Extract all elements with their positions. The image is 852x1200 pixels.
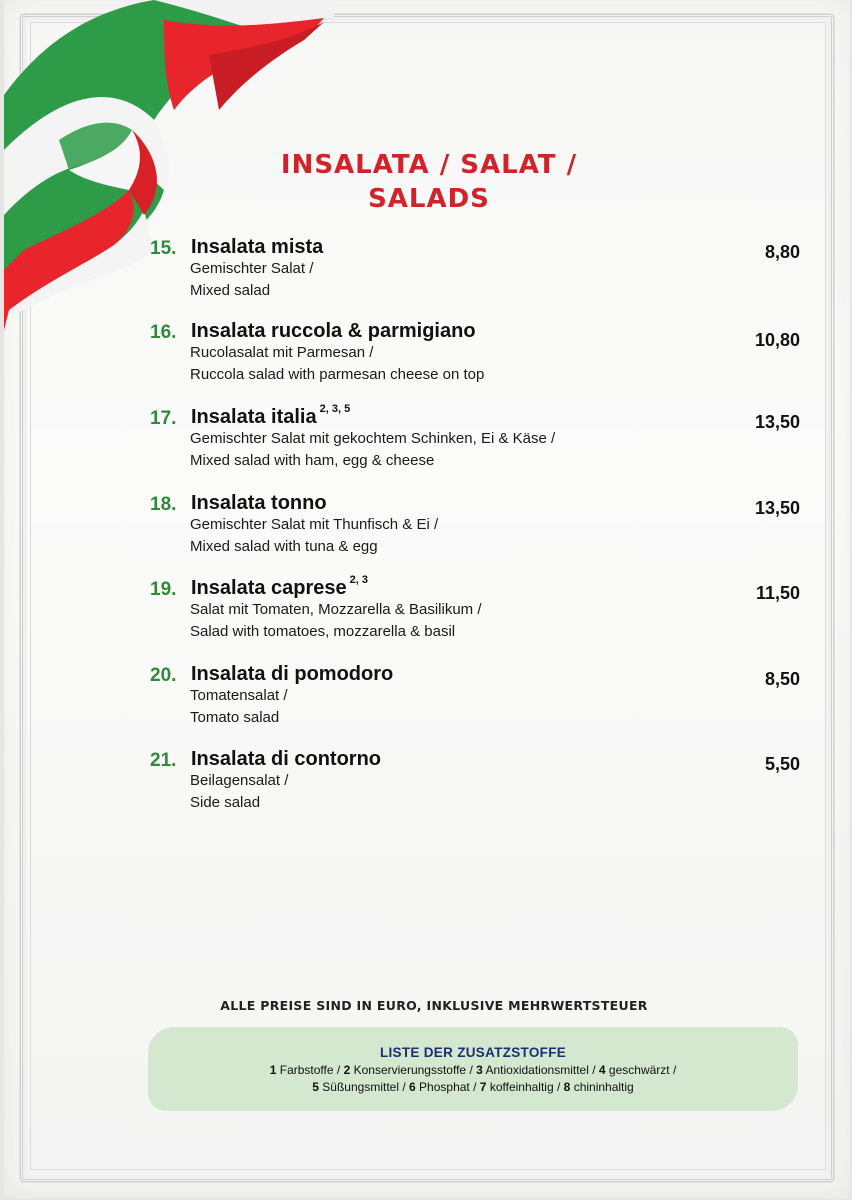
allergen-codes: 2, 3 [349, 574, 369, 587]
item-price: 11,50 [755, 583, 800, 603]
item-description-en: Salad with tomatoes, mozzarella & basil [190, 623, 456, 640]
allergen-codes: 2, 3, 5 [319, 403, 351, 416]
item-description-en: Tomato salad [190, 709, 280, 726]
item-name: Insalata ruccola & parmigiano [191, 320, 476, 342]
item-description-de: Rucolasalat mit Parmesan / [190, 344, 374, 361]
item-price: 8,50 [764, 669, 800, 689]
item-number: 21. [150, 750, 177, 771]
title-line-1: INSALATA / SALAT / [280, 150, 578, 180]
additives-line-1: 1 Farbstoffe / 2 Konservierungsstoffe / 3 Antioxidationsmittel / 4 geschwärzt / [269, 1063, 677, 1077]
item-number: 20. [150, 665, 177, 686]
item-number: 18. [150, 494, 177, 515]
item-description-en: Ruccola salad with parmesan cheese on top [190, 366, 485, 383]
item-price: 13,50 [754, 498, 800, 518]
item-description-de: Tomatensalat / [190, 687, 288, 704]
additives-heading: LISTE DER ZUSATZSTOFFE [379, 1045, 567, 1060]
item-name: Insalata di contorno [191, 748, 382, 770]
price-note: ALLE PREISE SIND IN EURO, INKLUSIVE MEHRWERTSTEUER [220, 998, 648, 1013]
additives-box [148, 1027, 798, 1111]
item-price: 10,80 [754, 330, 800, 350]
item-description-de: Gemischter Salat mit Thunfisch & Ei / [190, 516, 439, 533]
item-description-de: Salat mit Tomaten, Mozzarella & Basilikum / [190, 601, 482, 618]
item-name: Insalata tonno [191, 492, 327, 514]
additives-line-2: 5 Süßungsmittel / 6 Phosphat / 7 koffeinhaltig / 8 chininhaltig [312, 1080, 634, 1094]
item-price: 5,50 [764, 754, 800, 774]
item-name: Insalata di pomodoro [191, 663, 394, 685]
item-price: 13,50 [754, 412, 800, 432]
item-description-de: Gemischter Salat mit gekochtem Schinken, Ei & Käse / [190, 430, 556, 447]
item-description-de: Gemischter Salat / [190, 260, 314, 277]
item-description-en: Mixed salad with ham, egg & cheese [190, 452, 435, 469]
item-name: Insalata italia $^{2, 3, 5}$ [191, 403, 351, 428]
item-name: Insalata caprese $^{2, 3}$ [191, 574, 369, 599]
title-line-2: SALADS [368, 184, 490, 214]
item-number: 19. [150, 579, 177, 600]
item-description-en: Side salad [190, 794, 261, 811]
item-number: 16. [150, 322, 177, 343]
item-description-en: Mixed salad [190, 282, 271, 299]
item-number: 17. [150, 408, 177, 429]
item-description-en: Mixed salad with tuna & egg [190, 538, 378, 555]
item-name: Insalata mista [191, 236, 324, 258]
item-price: 8,80 [764, 242, 800, 262]
page-title [254, 148, 604, 216]
item-number: 15. [150, 238, 177, 259]
menu-page [4, 0, 850, 1198]
item-description-de: Beilagensalat / [190, 772, 289, 789]
